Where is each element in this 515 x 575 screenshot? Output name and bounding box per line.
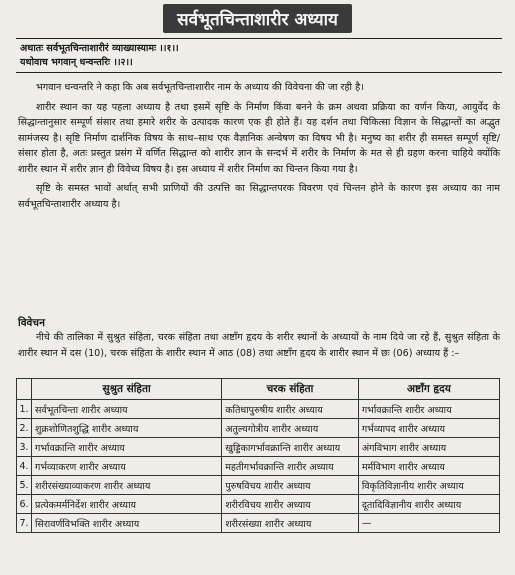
cell-sushruta: प्रत्येकमर्मनिर्देश शारीर अध्याय bbox=[31, 495, 221, 514]
row-number: 3. bbox=[17, 438, 32, 457]
cell-ashtanga: मर्मविभाग शारीर अध्याय bbox=[358, 457, 499, 476]
cell-charaka: पुरुषविचय शारीर अध्याय bbox=[222, 476, 359, 495]
table-row bbox=[17, 514, 500, 533]
table-header-row bbox=[17, 379, 500, 400]
header-charaka: चरक संहिता bbox=[222, 379, 359, 400]
row-number: 5. bbox=[17, 476, 32, 495]
row-number: 4. bbox=[17, 457, 32, 476]
cell-sushruta: शुक्रशोणितशुद्धि शारीर अध्याय bbox=[31, 419, 221, 438]
row-number: 2. bbox=[17, 419, 32, 438]
table-row bbox=[17, 457, 500, 476]
paragraph: शारीर स्थान का यह पहला अध्याय है तथा इसमें सृष्टि के निर्माण किंवा बनने के क्रम अथवा प्रक्रिया का वर्णन किया, आयुर्वेद के सिद्धान्तानुसार सम्पूर्ण संसार तथा हमारे शरीर के उत्पादक कारण एक ही होते हैं। यह दर्शन तथा चिकित्सा विज्ञान के सिद्धान्तों का अद्भुत सामंजस्य है। सृष्टि निर्माण दार्शनिक विषय के साथ–साथ एक वैज्ञानिक अन्वेषण का विषय भी है। मनुष्य का शरीर ही समस्त सम्पूर्ण सृष्टि/संसार होता है, अतः प्रस्तुत प्रसंग में वर्णित सिद्धान्त को शारीर ज्ञान के सन्दर्भ में शरीर के निर्माण के मत से ही ग्रहण करना चाहिये क्योंकि शारीर स्थान में शरीर ज्ञान ही विवेच्य विषय है। इस अध्याय में शरीर निर्माण का चिन्तन किया गया है। bbox=[18, 101, 500, 175]
sutra-box bbox=[16, 38, 502, 73]
intro-paragraph: नीचे की तालिका में सुश्रुत संहिता, चरक संहिता तथा अष्टाँग हृदय के शरीर स्थानों के अध्यायों के नाम दिये जा रहे हैं, सुश्रुत संहिता के शारीर स्थान में दस (10), चरक संहिता के शारीर स्थान में आठ (08) तथा अष्टाँग हृदय के शारीर स्थान में छः (06) अध्याय हैं :– bbox=[18, 332, 500, 359]
cell-sushruta: गर्भव्याकरण शारीर अध्याय bbox=[31, 457, 221, 476]
header-sushruta: सुश्रुत संहिता bbox=[31, 379, 221, 400]
cell-ashtanga: गर्भव्यापद शारीर अध्याय bbox=[358, 419, 499, 438]
cell-charaka: अतुल्यगोत्रीय शारीर अध्याय bbox=[222, 419, 359, 438]
table-row bbox=[17, 495, 500, 514]
paragraph: भगवान धन्वन्तरि ने कहा कि अब सर्वभूतचिन्ताशारीर नाम के अध्याय की विवेचना की जा रही है। bbox=[36, 82, 364, 93]
cell-ashtanga: — bbox=[358, 514, 499, 533]
table-row bbox=[17, 476, 500, 495]
cell-charaka: कतिधापुरुषीय शारीर अध्याय bbox=[222, 400, 359, 419]
cell-charaka: शरीरसंख्या शारीर अध्याय bbox=[222, 514, 359, 533]
cell-charaka: शरीरविचय शारीर अध्याय bbox=[222, 495, 359, 514]
cell-ashtanga: दूतादिविज्ञानीय शारीर अध्याय bbox=[358, 495, 499, 514]
row-number: 6. bbox=[17, 495, 32, 514]
sutra-line: यथोवाच भगवान् धन्वन्तरिः ।।२।। bbox=[20, 57, 133, 68]
table-row bbox=[17, 419, 500, 438]
cell-sushruta: सिरावर्णविभक्ति शारीर अध्याय bbox=[31, 514, 221, 533]
row-number: 1. bbox=[17, 400, 32, 419]
cell-sushruta: शरीरसंख्याव्याकरण शारीर अध्याय bbox=[31, 476, 221, 495]
section-heading: विवेचन bbox=[18, 317, 45, 329]
header-ashtanga: अष्टाँग हृदय bbox=[358, 379, 499, 400]
sutra-line: अथातः सर्वभूतचिन्ताशारीरं व्याख्यास्यामः ।।१।। bbox=[20, 43, 179, 54]
row-number: 7. bbox=[17, 514, 32, 533]
cell-ashtanga: गर्भावक्रान्ति शारीर अध्याय bbox=[358, 400, 499, 419]
page-title: सर्वभूतचिन्ताशारीर अध्याय bbox=[163, 4, 352, 33]
table-row bbox=[17, 438, 500, 457]
cell-sushruta: सर्वभूतचिन्ता शारीर अध्याय bbox=[31, 400, 221, 419]
header-num bbox=[17, 379, 32, 400]
table-row bbox=[17, 400, 500, 419]
section-intro bbox=[18, 330, 500, 361]
cell-charaka: खुड्डिकागर्भावक्रान्ति शारीर अध्याय bbox=[222, 438, 359, 457]
cell-sushruta: गर्भावक्रान्ति शारीर अध्याय bbox=[31, 438, 221, 457]
title-wrap bbox=[0, 4, 515, 33]
cell-ashtanga: अंगविभाग शारीर अध्याय bbox=[358, 438, 499, 457]
samhita-table bbox=[16, 378, 500, 533]
paragraph: सृष्टि के समस्त भावों अर्थात् सभी प्राणियों की उत्पत्ति का सिद्धान्तपरक विवरण एवं चिन्तन होने के कारण इस अध्याय का नाम सर्वभूतचिन्ताशारीर अध्याय है। bbox=[18, 183, 500, 210]
cell-ashtanga: विकृतिविज्ञानीय शारीर अध्याय bbox=[358, 476, 499, 495]
cell-charaka: महतीगर्भावक्रान्ति शारीर अध्याय bbox=[222, 457, 359, 476]
body-text bbox=[18, 80, 500, 216]
